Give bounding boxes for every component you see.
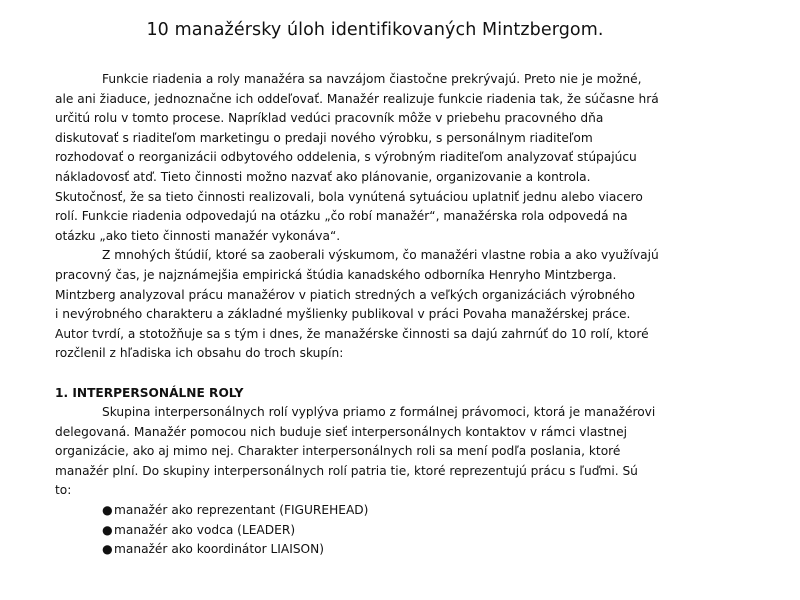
text-line: nákladovosť atď. Tieto činnosti možno nazvať ako plánovanie, organizovanie a kontrola. [55, 169, 591, 184]
bullet-list [55, 501, 705, 560]
text-line: Skutočnosť, že sa tieto činnosti realizovali, bola vynútená sytuáciou uplatniť jednu alebo viacero [55, 189, 643, 204]
bullet-icon: ● [102, 522, 113, 537]
text-line: delegovaná. Manažér pomocou nich buduje sieť interpersonálnych kontaktov v rámci vlastnej [55, 424, 628, 439]
bullet-icon: ● [102, 542, 113, 557]
list-item-text: manažér ako reprezentant (FIGUREHEAD) [114, 503, 369, 518]
paragraph-mintzberg [55, 246, 705, 364]
list-item-text: manažér ako koordinátor LIAISON) [114, 542, 325, 557]
text-line: pracovný čas, je najznámejšia empirická štúdia kanadského odborníka Henryho Mintzberga. [55, 267, 617, 282]
text-line: i nevýrobného charakteru a základné myšlienky publikoval v práci Povaha manažérskej práce. [55, 307, 631, 322]
spacer [55, 364, 705, 384]
bullet-icon: ● [102, 503, 113, 518]
text-line: určitú rolu v tomto procese. Napríklad vedúci pracovník môže v priebehu pracovného dňa [55, 111, 604, 126]
page-title: 10 manažérsky úloh identifikovaných Mintzbergom. [146, 20, 604, 40]
text-line: Mintzberg analyzoval prácu manažérov v piatich stredných a veľkých organizáciách výrobného [55, 287, 636, 302]
text-line: Z mnohých štúdií, ktoré sa zaoberali výskumom, čo manažéri vlastne robia a ako využívajú [102, 248, 659, 263]
text-line: diskutovať s riaditeľom marketingu o predaji nového výrobku, s personálnym riaditeľom [55, 130, 593, 145]
list-item [55, 521, 705, 541]
text-line: Skupina interpersonálnych rolí vyplýva priamo z formálnej právomoci, ktorá je manažérovi [102, 405, 656, 420]
text-line: to: [55, 483, 72, 498]
text-line: rolí. Funkcie riadenia odpovedajú na otázku „čo robí manažér“, manažérska rola odpovedá na [55, 209, 628, 224]
text-line: rozčlenil z hľadiska ich obsahu do troch skupín: [55, 346, 344, 361]
section-heading: 1. INTERPERSONÁLNE ROLY [55, 385, 244, 400]
text-line: ale ani žiaduce, jednoznačne ich oddeľovať. Manažér realizuje funkcie riadenia tak, že súčasne hrá [55, 91, 659, 106]
list-item [55, 501, 705, 521]
text-line: otázku „ako tieto činnosti manažér vykonáva“. [55, 228, 341, 243]
list-item [55, 540, 705, 560]
text-line: manažér plní. Do skupiny interpersonálnych rolí patria tie, ktoré reprezentujú prácu s ľuďmi. Sú [55, 463, 638, 478]
paragraph-interpersonal [55, 403, 705, 501]
list-item-text: manažér ako vodca (LEADER) [114, 522, 296, 537]
text-line: organizácie, ako aj mimo nej. Charakter interpersonálnych roli sa mení podľa poslania, ktoré [55, 444, 621, 459]
text-line: rozhodovať o reorganizácii odbytového oddelenia, s výrobným riaditeľom analyzovať stúpajúcu [55, 150, 637, 165]
text-line: Autor tvrdí, a stotožňuje sa s tým i dnes, že manažérske činnosti sa dajú zahrnúť do 10 rolí, ktoré [55, 326, 649, 341]
document-body [55, 70, 705, 560]
paragraph-intro [55, 70, 705, 246]
text-line: Funkcie riadenia a roly manažéra sa navzájom čiastočne prekrývajú. Preto nie je možné, [102, 72, 642, 86]
